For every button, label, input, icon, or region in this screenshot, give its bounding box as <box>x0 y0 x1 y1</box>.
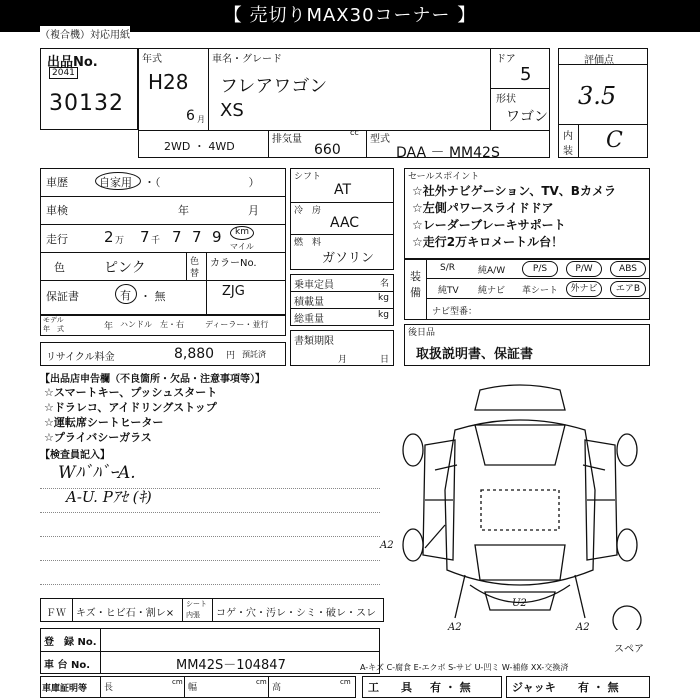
damage-mark-a2-bl: A2 <box>448 622 462 633</box>
color-value: ピンク <box>104 260 146 276</box>
drive-label: 2WD ・ 4WD <box>164 140 235 153</box>
cert-height-unit: cm <box>340 678 351 686</box>
equip-abs: ABS <box>610 261 646 277</box>
doors-value: 5 <box>520 64 532 85</box>
mileage-ichi: 9 <box>212 228 222 246</box>
capacity-label: 乗車定員 <box>294 280 334 291</box>
seat-items: コゲ・穴・汚レ・シミ・破レ・スレ <box>216 608 376 619</box>
fw-label: ＦＷ <box>46 608 66 619</box>
chassis-label: 車 台 No. <box>44 660 91 671</box>
note-item-4: ☆プライバシーガラス <box>44 431 152 444</box>
doors-label: ドア <box>496 54 516 65</box>
model-year-label-1: モデル <box>43 316 64 324</box>
warranty-value: 有 <box>120 289 131 302</box>
lot-number: 30132 <box>49 91 124 116</box>
equip-navi: 純ナビ <box>478 286 506 296</box>
shape-label: 形状 <box>496 94 516 105</box>
after-items-label: 後日品 <box>408 328 436 338</box>
sales-point-1: ☆社外ナビゲーション、TV、Bカメラ <box>412 184 616 198</box>
lot-label: 出品No. <box>47 55 98 70</box>
recycle-unit: 円 <box>226 351 236 361</box>
load-unit: kg <box>378 293 389 303</box>
fw-items: キズ・ヒビ石・割レ× <box>76 608 175 619</box>
displacement-value: 660 <box>314 142 341 158</box>
history-rest: ・（ ） <box>144 176 260 189</box>
history-value: 自家用 <box>99 176 132 189</box>
navi-model-label: ナビ型番： <box>432 307 478 317</box>
equip-airbag: エアB <box>610 281 646 297</box>
displacement-unit: cc <box>350 128 359 137</box>
certificate-row <box>40 676 356 698</box>
form-type-label: （複合機）対応用紙 <box>40 26 130 41</box>
recycle-value: 8,880 <box>174 346 215 362</box>
seat-label-2: 内張 <box>186 611 200 619</box>
capacity-unit: 名 <box>380 279 390 289</box>
mileage-man-unit: 万 <box>115 236 125 246</box>
interior-label-2: 装 <box>563 146 573 157</box>
equip-tv: 純TV <box>438 286 459 296</box>
inspection-year: 年 <box>178 204 189 217</box>
certificate-label: 車庫証明等 <box>42 684 88 694</box>
sales-point-3: ☆レーダーブレーキサポート <box>412 218 566 232</box>
recycle-note: 預託済 <box>242 350 266 359</box>
corner-banner: 【 売切りMAX30コーナー 】 <box>0 0 700 32</box>
mileage-hyaku: 7 <box>172 228 182 246</box>
inspector-line-1: WﾊﾞﾊﾞｰA. <box>58 463 136 483</box>
notes-label: 【出品店申告欄（不良箇所・欠品・注意事項等）】 <box>40 374 265 385</box>
cert-length-label: 長 <box>104 683 114 693</box>
shape-value: ワゴン <box>506 109 548 125</box>
equipment-label-1: 装 <box>410 270 421 283</box>
note-item-2: ☆ドラレコ、アイドリングストップ <box>44 401 217 414</box>
jack-label: ジャッキ <box>512 681 556 694</box>
fuel-label: 燃 料 <box>294 238 322 248</box>
mileage-label: 走行 <box>46 233 68 246</box>
model-year-unit: 年 <box>104 322 114 332</box>
damage-mark-u2: U2 <box>512 598 527 609</box>
sales-points-label: セールスポイント <box>408 172 480 182</box>
history-label: 車歴 <box>46 176 68 189</box>
color-no-label: カラーNo. <box>210 258 257 269</box>
equip-leather: 革シート <box>522 286 559 296</box>
seat-label-1: シート <box>186 600 207 608</box>
rating-label: 評価点 <box>584 55 614 66</box>
tools-label: 工 具 <box>368 681 412 694</box>
lot-stamp: 2041 <box>49 67 78 79</box>
cert-width-label: 幅 <box>188 683 198 693</box>
lot-number-box <box>40 48 138 130</box>
mileage-man: 2 <box>104 228 114 246</box>
sales-point-2: ☆左側パワースライドドア <box>412 201 554 215</box>
expiry-unit: 月 <box>338 355 348 365</box>
weight-unit: kg <box>378 310 389 320</box>
model-value: DAA － MM42S <box>396 145 500 161</box>
warranty-label: 保証書 <box>46 290 79 303</box>
recycle-label: リサイクル料金 <box>46 352 115 363</box>
damage-mark-a2-left: A2 <box>380 540 394 551</box>
shift-value: AT <box>334 182 352 198</box>
equip-pw: P/W <box>566 261 602 277</box>
registration-label: 登 録 No. <box>44 637 97 648</box>
inspector-line-2: A-U. Pｱｾ (ｷ) <box>66 488 152 506</box>
equip-alloy: 純A/W <box>478 266 506 276</box>
damage-legend: A-キズ C-腐食 E-エクボ S-サビ U-凹ミ W-補修 XX-交換済 <box>360 663 569 672</box>
displacement-label: 排気量 <box>272 134 302 145</box>
interior-label-1: 内 <box>563 131 573 142</box>
inspection-label: 車検 <box>46 204 68 217</box>
month-value: 6 <box>186 108 195 124</box>
model-year-label-2: 年 式 <box>43 325 64 333</box>
year-value: H28 <box>148 70 189 94</box>
cert-width-unit: cm <box>256 678 267 686</box>
warranty-rest: ・ 無 <box>140 290 166 303</box>
mileage-sen-unit: 千 <box>151 236 161 246</box>
chassis-value: MM42S－104847 <box>176 658 286 673</box>
color-change-1: 色 <box>190 257 200 267</box>
mileage-ju: 7 <box>192 228 202 246</box>
month-unit: 月 <box>197 115 205 124</box>
equip-ext-navi: 外ナビ <box>566 281 602 297</box>
dealer-label: ディーラー・並行 <box>205 320 269 329</box>
cert-length-unit: cm <box>172 678 183 686</box>
model-label: 型式 <box>370 134 390 145</box>
rating-value: 3.5 <box>578 82 617 110</box>
year-label: 年式 <box>142 54 162 65</box>
fuel-value: ガソリン <box>322 251 375 266</box>
name-label: 車名・グレード <box>212 54 282 65</box>
handle-label: ハンドル 左・右 <box>120 320 184 329</box>
inspector-label: 【検査員記入】 <box>40 450 110 461</box>
expiry-day-unit: 日 <box>380 355 390 365</box>
shift-label: シフト <box>294 172 322 182</box>
grade-value: XS <box>220 100 244 121</box>
after-items-value: 取扱説明書、保証書 <box>416 347 534 362</box>
car-damage-diagram <box>395 370 645 630</box>
equipment-label-2: 備 <box>410 286 421 299</box>
load-label: 積載量 <box>294 297 324 308</box>
damage-mark-a2-br: A2 <box>576 622 590 633</box>
mileage-unit-km: km <box>235 227 249 237</box>
ac-value: AAC <box>330 215 360 231</box>
note-item-1: ☆スマートキー、プッシュスタート <box>44 386 218 399</box>
inspection-month: 月 <box>248 204 259 217</box>
interior-value: C <box>606 128 623 153</box>
spare-tire-label: スペア <box>614 644 644 655</box>
color-label: 色 <box>54 261 65 274</box>
note-item-3: ☆運転席シートヒーター <box>44 416 164 429</box>
equip-ps: P/S <box>522 261 558 277</box>
ac-label: 冷 房 <box>294 206 322 216</box>
tools-value: 有 ・ 無 <box>430 681 471 694</box>
color-change-2: 替 <box>190 269 200 279</box>
color-no-value: ZJG <box>222 284 245 299</box>
jack-value: 有 ・ 無 <box>578 681 619 694</box>
equip-sr: S/R <box>440 263 455 273</box>
weight-label: 総重量 <box>294 314 324 325</box>
mileage-unit-mile: マイル <box>230 242 254 251</box>
expiry-label: 書類期限 <box>294 336 334 347</box>
name-value: フレアワゴン <box>220 76 328 97</box>
mileage-sen: 7 <box>140 228 150 246</box>
cert-height-label: 高 <box>272 683 282 693</box>
sales-point-4: ☆走行2万キロメートル台！ <box>412 235 564 249</box>
